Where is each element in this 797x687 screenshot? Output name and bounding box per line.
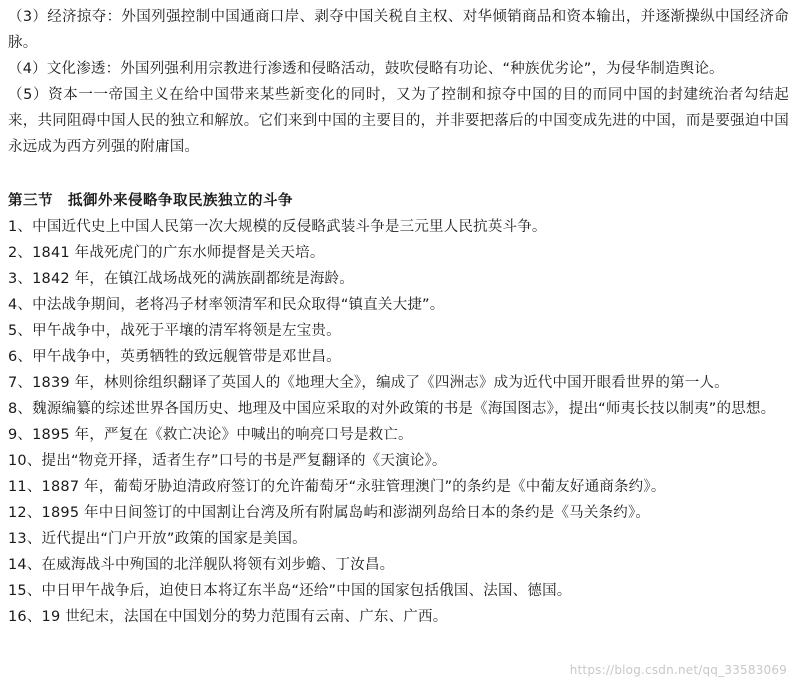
section-gap (8, 160, 789, 188)
list-item: 10、提出“物竞开择，适者生存”口号的书是严复翻译的《天演论》。 (8, 453, 447, 469)
watermark-url: https://blog.csdn.net/qq_33583069 (569, 663, 787, 677)
list-item: 16、19 世纪末，法国在中国划分的势力范围有云南、广东、广西。 (8, 609, 448, 625)
section-title: 第三节 抵御外来侵略争取民族独立的斗争 (8, 192, 293, 209)
paragraph-capital: （5）资本一一帝国主义在给中国带来某些新变化的同时，又为了控制和掠夺中国的目的而同中国的封建统治者勾结起来，共同阻碍中国人民的独立和解放。它们来到中国的主要目的，并非要把落后的中国变成先进的中国，而是要强迫中国永远成为西方列强的附庸国。 (8, 87, 789, 155)
list-item: 12、1895 年中日间签订的中国割让台湾及所有附属岛屿和澎湖列岛给日本的条约是《马关条约》。 (8, 505, 651, 521)
list-item: 1、中国近代史上中国人民第一次大规模的反侵略武装斗争是三元里人民抗英斗争。 (8, 219, 547, 235)
paragraph-cultural: （4）文化渗透：外国列强利用宗教进行渗透和侵略活动，鼓吹侵略有功论、“种族优劣论”，为侵华制造舆论。 (8, 61, 724, 77)
list-item: 13、近代提出“门户开放”政策的国家是美国。 (8, 531, 307, 547)
list-item: 9、1895 年，严复在《救亡决论》中喊出的响亮口号是救亡。 (8, 427, 413, 443)
list-item: 4、中法战争期间，老将冯子材率领清军和民众取得“镇直关大捷”。 (8, 297, 445, 313)
list-item: 8、魏源编纂的综述世界各国历史、地理及中国应采取的对外政策的书是《海国图志》，提出“师夷长技以制夷”的思想。 (8, 401, 776, 417)
list-item: 6、甲午战争中，英勇牺牲的致远舰管带是邓世昌。 (8, 349, 341, 365)
list-item: 14、在威海战斗中殉国的北洋舰队将领有刘步蟾、丁汝昌。 (8, 557, 395, 573)
list-item: 5、甲午战争中，战死于平壤的清军将领是左宝贵。 (8, 323, 341, 339)
paragraph-economic: （3）经济掠夺：外国列强控制中国通商口岸、剥夺中国关税自主权、对华倾销商品和资本输出，并逐渐操纵中国经济命脉。 (8, 9, 789, 51)
list-item: 3、1842 年，在镇江战场战死的满族副都统是海龄。 (8, 271, 354, 287)
document-body (8, 4, 789, 630)
list-item: 11、1887 年，葡萄牙胁迫清政府签订的允许葡萄牙“永驻管理澳门”的条约是《中葡友好通商条约》。 (8, 479, 666, 495)
list-item: 15、中日甲午战争后，迫使日本将辽东半岛“还给”中国的国家包括俄国、法国、德国。 (8, 583, 572, 599)
list-item: 7、1839 年，林则徐组织翻译了英国人的《地理大全》，编成了《四洲志》成为近代中国开眼看世界的第一人。 (8, 375, 729, 391)
list-item: 2、1841 年战死虎门的广东水师提督是关天培。 (8, 245, 325, 261)
